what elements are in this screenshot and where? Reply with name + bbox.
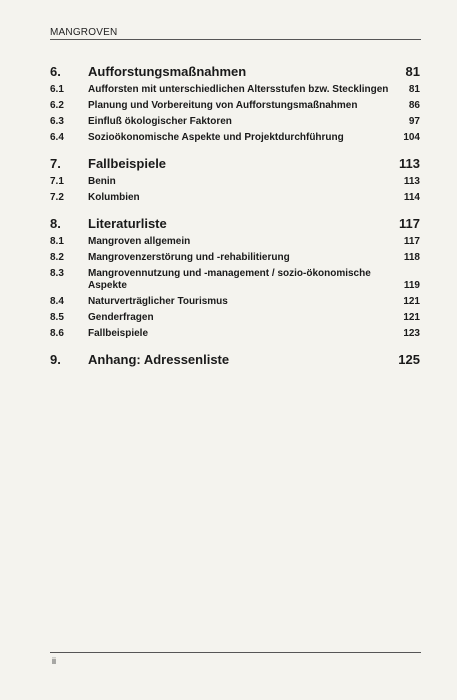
toc-chapter: [50, 352, 420, 367]
chapter-title: Literaturliste: [88, 216, 167, 231]
toc-entry: [50, 84, 420, 96]
toc-entry: [50, 116, 420, 128]
chapter-number: 7.: [50, 156, 61, 171]
chapter-title: Anhang: Adressenliste: [88, 352, 230, 367]
page-number: ii: [52, 656, 56, 666]
chapter-title: Aufforstungsmaßnahmen: [88, 64, 247, 79]
entry-title: Kolumbien: [88, 192, 140, 203]
entry-number: 6.3: [50, 116, 64, 127]
toc-entry: [50, 192, 420, 204]
entry-title: Mangrovenzerstörung und -rehabilitierung: [88, 252, 290, 263]
chapter-number: 8.: [50, 216, 61, 231]
entry-title: Mangroven allgemein: [88, 236, 191, 247]
toc-entry: [50, 132, 420, 144]
toc-entry: [50, 296, 420, 308]
toc-entry: [50, 176, 420, 188]
toc-entry: [50, 100, 420, 112]
entry-page: 119: [403, 280, 420, 291]
entry-title: Genderfragen: [88, 312, 154, 323]
entry-number: 8.2: [50, 252, 64, 263]
entry-number: 8.3: [50, 268, 64, 279]
toc-entry: [50, 312, 420, 324]
chapter-page: 81: [405, 64, 420, 79]
entry-title: Fallbeispiele: [88, 328, 149, 339]
entry-page: 104: [403, 132, 420, 143]
entry-title: Naturverträglicher Tourismus: [88, 296, 228, 307]
entry-number: 8.1: [50, 236, 64, 247]
chapter-number: 6.: [50, 64, 61, 79]
table-of-contents: [50, 64, 420, 372]
entry-page: 114: [403, 192, 420, 203]
entry-title: Sozioökonomische Aspekte und Projektdurchführung: [88, 132, 344, 143]
entry-page: 117: [403, 236, 420, 247]
chapter-page: 113: [399, 156, 420, 171]
chapter-title: Fallbeispiele: [88, 156, 167, 171]
chapter-page: 117: [399, 216, 420, 231]
entry-page: 97: [408, 116, 420, 127]
entry-number: 6.4: [50, 132, 64, 143]
entry-title: Benin: [88, 176, 116, 187]
chapter-number: 9.: [50, 352, 61, 367]
toc-chapter: [50, 64, 420, 79]
entry-number: 8.5: [50, 312, 64, 323]
footer-rule: [50, 652, 421, 653]
header-rule: [50, 39, 421, 40]
entry-title: Aufforsten mit unterschiedlichen Altersstufen bzw. Stecklingen: [88, 84, 389, 95]
chapter-page: 125: [398, 352, 420, 367]
entry-page: 121: [403, 296, 420, 307]
entry-page: 118: [403, 252, 420, 263]
running-head: MANGROVEN: [50, 27, 118, 38]
entry-page: 113: [403, 176, 420, 187]
toc-chapter: [50, 216, 420, 231]
toc-entry: [50, 252, 420, 264]
entry-number: 7.2: [50, 192, 64, 203]
entry-title: Mangrovennutzung und -management / sozio-ökonomische Aspekte: [88, 268, 371, 291]
entry-number: 8.6: [50, 328, 64, 339]
entry-number: 7.1: [50, 176, 64, 187]
entry-title: Einfluß ökologischer Faktoren: [88, 116, 232, 127]
toc-chapter: [50, 156, 420, 171]
entry-title: Planung und Vorbereitung von Aufforstungsmaßnahmen: [88, 100, 358, 111]
entry-page: 81: [408, 84, 420, 95]
entry-page: 121: [403, 312, 420, 323]
entry-number: 8.4: [50, 296, 64, 307]
entry-number: 6.1: [50, 84, 64, 95]
entry-page: 86: [408, 100, 420, 111]
toc-entry: [50, 268, 420, 292]
toc-entry: [50, 236, 420, 248]
entry-page: 123: [403, 328, 420, 339]
entry-number: 6.2: [50, 100, 64, 111]
toc-entry: [50, 328, 420, 340]
